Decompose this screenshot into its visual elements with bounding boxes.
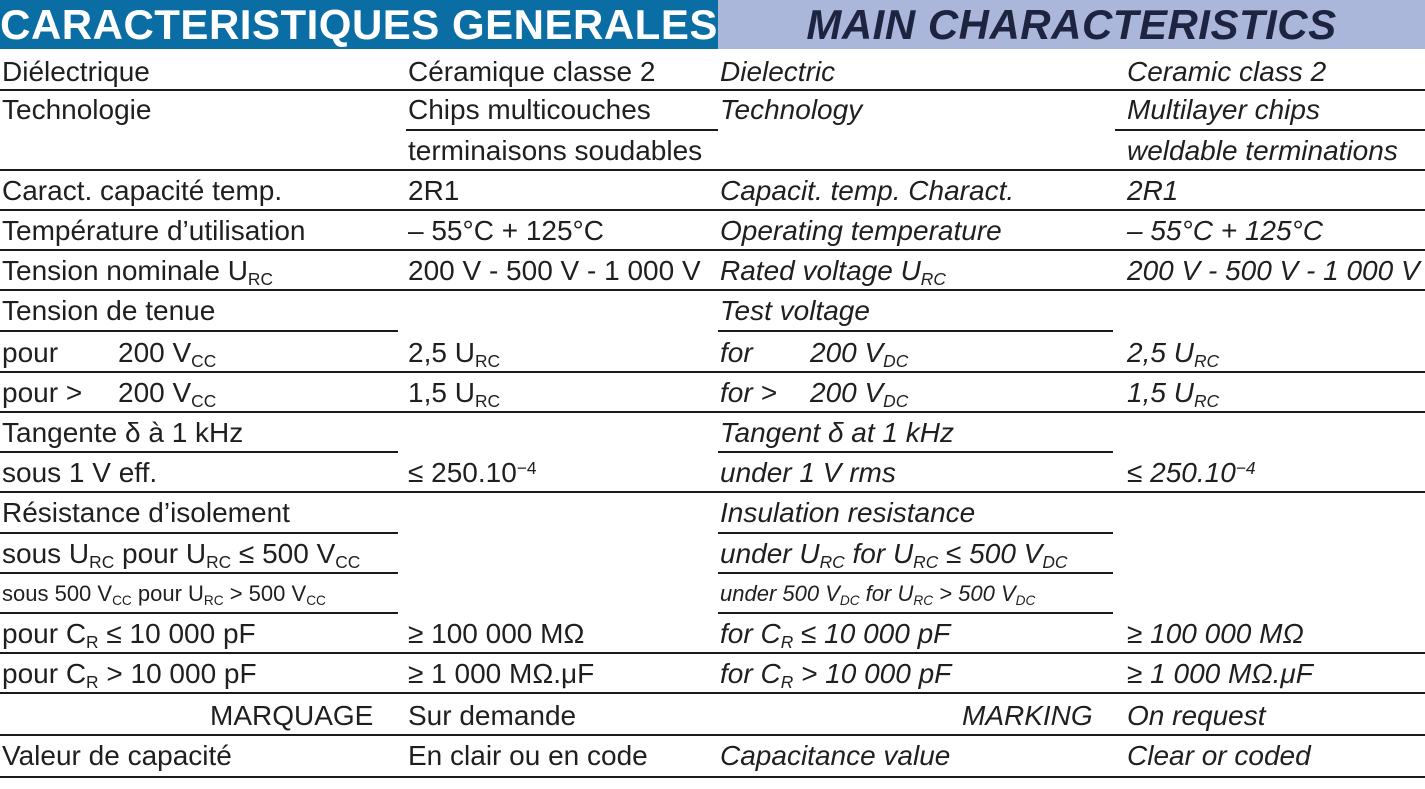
- fr-test-voltage-row1-value-sub: RC: [474, 351, 501, 372]
- row-divider: [718, 330, 1113, 332]
- fr-marking-value: Sur demande: [408, 700, 577, 731]
- en-dielectric-label: Dielectric: [720, 56, 836, 87]
- row-divider: [0, 491, 1425, 493]
- fr-insulation-line2: [2, 574, 326, 614]
- fr-technology-label: Technologie: [2, 94, 152, 125]
- en-test-voltage-row2-value-sub: RC: [1193, 391, 1220, 412]
- row-divider: [0, 169, 1425, 171]
- fr-rated-voltage-value: 200 V - 500 V - 1 000 V: [408, 255, 701, 286]
- en-test-voltage-row2-volt-sub: DC: [883, 391, 909, 412]
- row-divider: [406, 129, 718, 131]
- fr-test-voltage-row2-value-text: 1,5 U: [408, 377, 475, 408]
- fr-cr1-a: pour C: [2, 618, 87, 649]
- fr-ins1-a-sub: RC: [89, 552, 115, 573]
- en-temp-charact-label: Capacit. temp. Charact.: [720, 175, 1015, 206]
- fr-rated-voltage-text: Tension nominale U: [2, 255, 248, 286]
- en-insulation-line1: [720, 534, 1067, 574]
- fr-ins2-a: sous 500 V: [2, 581, 113, 606]
- fr-rated-voltage-label: [2, 251, 273, 291]
- en-tangent-label-2: under 1 V rms: [720, 457, 896, 488]
- en-dielectric-value: Ceramic class 2: [1127, 56, 1327, 87]
- en-test-voltage-row1-volt: [810, 333, 908, 373]
- fr-insulation-cr1: [2, 614, 256, 654]
- en-test-voltage-row2-value: [1127, 373, 1219, 413]
- en-operating-temp-label: Operating temperature: [720, 215, 1002, 246]
- en-test-voltage-row1-value: [1127, 333, 1219, 373]
- row-divider: [718, 451, 1113, 453]
- fr-ins1-a: sous U: [2, 538, 90, 569]
- fr-tangent-value-sup: −4: [516, 458, 537, 479]
- en-ins1-a: under U: [720, 538, 820, 569]
- en-test-voltage-row2-volt-text: 200 V: [810, 377, 884, 408]
- row-divider: [0, 572, 398, 574]
- fr-ins2-c: > 500 V: [223, 581, 307, 606]
- en-marking-value: On request: [1127, 700, 1266, 731]
- fr-test-voltage-row2-volt: [118, 373, 216, 413]
- en-ins1-c-sub: DC: [1042, 552, 1068, 573]
- fr-cap-value-value: En clair ou en code: [408, 740, 648, 771]
- fr-dielectric-label: Diélectrique: [2, 56, 150, 87]
- en-operating-temp-value: – 55°C + 125°C: [1127, 215, 1323, 246]
- fr-cr2-a: pour C: [2, 658, 87, 689]
- row-divider: [718, 532, 1113, 534]
- en-ins1-a-sub: RC: [819, 552, 845, 573]
- fr-technology-value-2: terminaisons soudables: [408, 135, 703, 166]
- fr-test-voltage-row1-volt-sub: CC: [191, 351, 217, 372]
- en-cr1-a-sub: R: [780, 632, 794, 653]
- row-divider: [718, 572, 1113, 574]
- row-divider: [0, 371, 1425, 373]
- en-technology-value-2: weldable terminations: [1127, 135, 1398, 166]
- en-cap-value-label: Capacitance value: [720, 740, 951, 771]
- fr-test-voltage-row1-value-text: 2,5 U: [408, 337, 475, 368]
- fr-temp-charact-value: 2R1: [408, 175, 460, 206]
- row-divider: [0, 734, 1425, 736]
- fr-insulation-cr2: [2, 654, 257, 694]
- fr-insulation-label: Résistance d’isolement: [2, 497, 290, 528]
- en-tangent-value-sup: −4: [1235, 458, 1256, 479]
- fr-tangent-value-text: ≤ 250.10: [408, 457, 517, 488]
- row-divider: [0, 776, 1425, 778]
- en-cr1-a: for C: [720, 618, 781, 649]
- en-test-voltage-row1-value-text: 2,5 U: [1127, 337, 1194, 368]
- fr-test-voltage-row2-volt-sub: CC: [191, 391, 217, 412]
- fr-rated-voltage-sub: RC: [247, 269, 273, 290]
- en-tangent-label: Tangent δ at 1 kHz: [720, 417, 954, 448]
- fr-test-voltage-row2-value: [408, 373, 500, 413]
- fr-dielectric-value: Céramique classe 2: [408, 56, 656, 87]
- en-test-voltage-row1-volt-sub: DC: [883, 351, 909, 372]
- en-ins2-a-sub: DC: [839, 593, 860, 609]
- en-technology-value-1: Multilayer chips: [1127, 94, 1320, 125]
- fr-test-voltage-row1-prefix: pour: [2, 337, 59, 368]
- en-ins2-a: under 500 V: [720, 581, 840, 606]
- fr-ins1-c-sub: CC: [335, 552, 361, 573]
- fr-cr2-a-sub: R: [86, 672, 99, 693]
- en-temp-charact-value: 2R1: [1127, 175, 1179, 206]
- en-ins1-c: ≤ 500 V: [938, 538, 1043, 569]
- en-test-voltage-row1-value-sub: RC: [1193, 351, 1220, 372]
- en-insulation-label: Insulation resistance: [720, 497, 976, 528]
- fr-ins2-a-sub: CC: [112, 593, 132, 609]
- fr-cr1-a-sub: R: [86, 632, 99, 653]
- row-divider: [0, 330, 398, 332]
- en-insulation-cr1-value: ≥ 100 000 MΩ: [1127, 618, 1304, 649]
- fr-test-voltage-row1-volt-text: 200 V: [118, 337, 192, 368]
- en-rated-voltage-text: Rated voltage U: [720, 255, 921, 286]
- fr-test-voltage-row1-value: [408, 333, 500, 373]
- header-en: MAIN CHARACTERISTICS: [718, 0, 1425, 49]
- fr-insulation-line1: [2, 534, 360, 574]
- row-divider: [0, 652, 1425, 654]
- fr-operating-temp-label: Température d’utilisation: [2, 215, 306, 246]
- en-rated-voltage-value: 200 V - 500 V - 1 000 V: [1127, 255, 1420, 286]
- row-divider: [0, 692, 1425, 694]
- fr-test-voltage-row2-value-sub: RC: [474, 391, 501, 412]
- fr-tangent-label: Tangente δ à 1 kHz: [2, 417, 244, 448]
- fr-cap-value-label: Valeur de capacité: [2, 740, 232, 771]
- fr-ins1-b-sub: RC: [206, 552, 232, 573]
- en-test-voltage-row2-prefix: for >: [720, 377, 777, 408]
- en-ins2-b: for U: [859, 581, 914, 606]
- row-divider: [0, 451, 398, 453]
- row-divider: [1115, 129, 1425, 131]
- fr-operating-temp-value: – 55°C + 125°C: [408, 215, 604, 246]
- en-test-voltage-row2-volt: [810, 373, 908, 413]
- fr-test-voltage-row2-prefix: pour >: [2, 377, 83, 408]
- fr-marking-label: MARQUAGE: [210, 700, 374, 731]
- fr-tangent-label-2: sous 1 V eff.: [2, 457, 158, 488]
- fr-insulation-cr2-value: ≥ 1 000 MΩ.μF: [408, 658, 595, 689]
- fr-technology-value-1: Chips multicouches: [408, 94, 651, 125]
- row-divider: [0, 532, 398, 534]
- fr-ins2-b: pour U: [131, 581, 204, 606]
- en-tangent-value: [1127, 453, 1256, 493]
- en-insulation-line2: [720, 574, 1035, 614]
- en-test-voltage-row1-prefix: for: [720, 337, 753, 368]
- row-divider: [0, 209, 1425, 211]
- row-divider: [718, 612, 1113, 614]
- en-ins1-b: for U: [844, 538, 914, 569]
- fr-tangent-value: [408, 453, 537, 493]
- fr-test-voltage-label: Tension de tenue: [2, 295, 216, 326]
- en-ins2-b-sub: RC: [913, 593, 934, 609]
- fr-ins2-b-sub: RC: [203, 593, 224, 609]
- fr-cr2-b: > 10 000 pF: [98, 658, 257, 689]
- en-cr2-a-sub: R: [780, 672, 794, 693]
- en-insulation-cr2-value: ≥ 1 000 MΩ.μF: [1127, 658, 1313, 689]
- en-tangent-value-text: ≤ 250.10: [1127, 457, 1236, 488]
- fr-test-voltage-row1-volt: [118, 333, 216, 373]
- en-ins1-b-sub: RC: [913, 552, 939, 573]
- row-divider: [0, 249, 1425, 251]
- fr-ins1-c: ≤ 500 V: [231, 538, 336, 569]
- en-test-voltage-row2-value-text: 1,5 U: [1127, 377, 1194, 408]
- en-cr2-a: for C: [720, 658, 781, 689]
- en-insulation-cr1: [720, 614, 950, 654]
- fr-ins2-c-sub: CC: [306, 593, 326, 609]
- fr-cr1-b: ≤ 10 000 pF: [98, 618, 256, 649]
- fr-temp-charact-label: Caract. capacité temp.: [2, 175, 283, 206]
- en-cr2-b: > 10 000 pF: [793, 658, 952, 689]
- en-rated-voltage-label: [720, 251, 946, 291]
- en-insulation-cr2: [720, 654, 951, 694]
- en-rated-voltage-sub: RC: [920, 269, 946, 290]
- fr-ins1-b: pour U: [114, 538, 207, 569]
- row-divider: [0, 612, 398, 614]
- fr-test-voltage-row2-volt-text: 200 V: [118, 377, 192, 408]
- header-fr: CARACTERISTIQUES GENERALES: [0, 0, 718, 48]
- row-divider: [0, 411, 1425, 413]
- en-ins2-c-sub: DC: [1015, 593, 1036, 609]
- en-test-voltage-row1-volt-text: 200 V: [810, 337, 884, 368]
- en-ins2-c: > 500 V: [933, 581, 1016, 606]
- en-test-voltage-label: Test voltage: [720, 295, 870, 326]
- row-divider: [0, 89, 1425, 91]
- row-divider: [0, 289, 1425, 291]
- en-cap-value-value: Clear or coded: [1127, 740, 1311, 771]
- fr-insulation-cr1-value: ≥ 100 000 MΩ: [408, 618, 585, 649]
- en-technology-label: Technology: [720, 94, 863, 125]
- en-marking-label: MARKING: [962, 700, 1093, 731]
- en-cr1-b: ≤ 10 000 pF: [793, 618, 951, 649]
